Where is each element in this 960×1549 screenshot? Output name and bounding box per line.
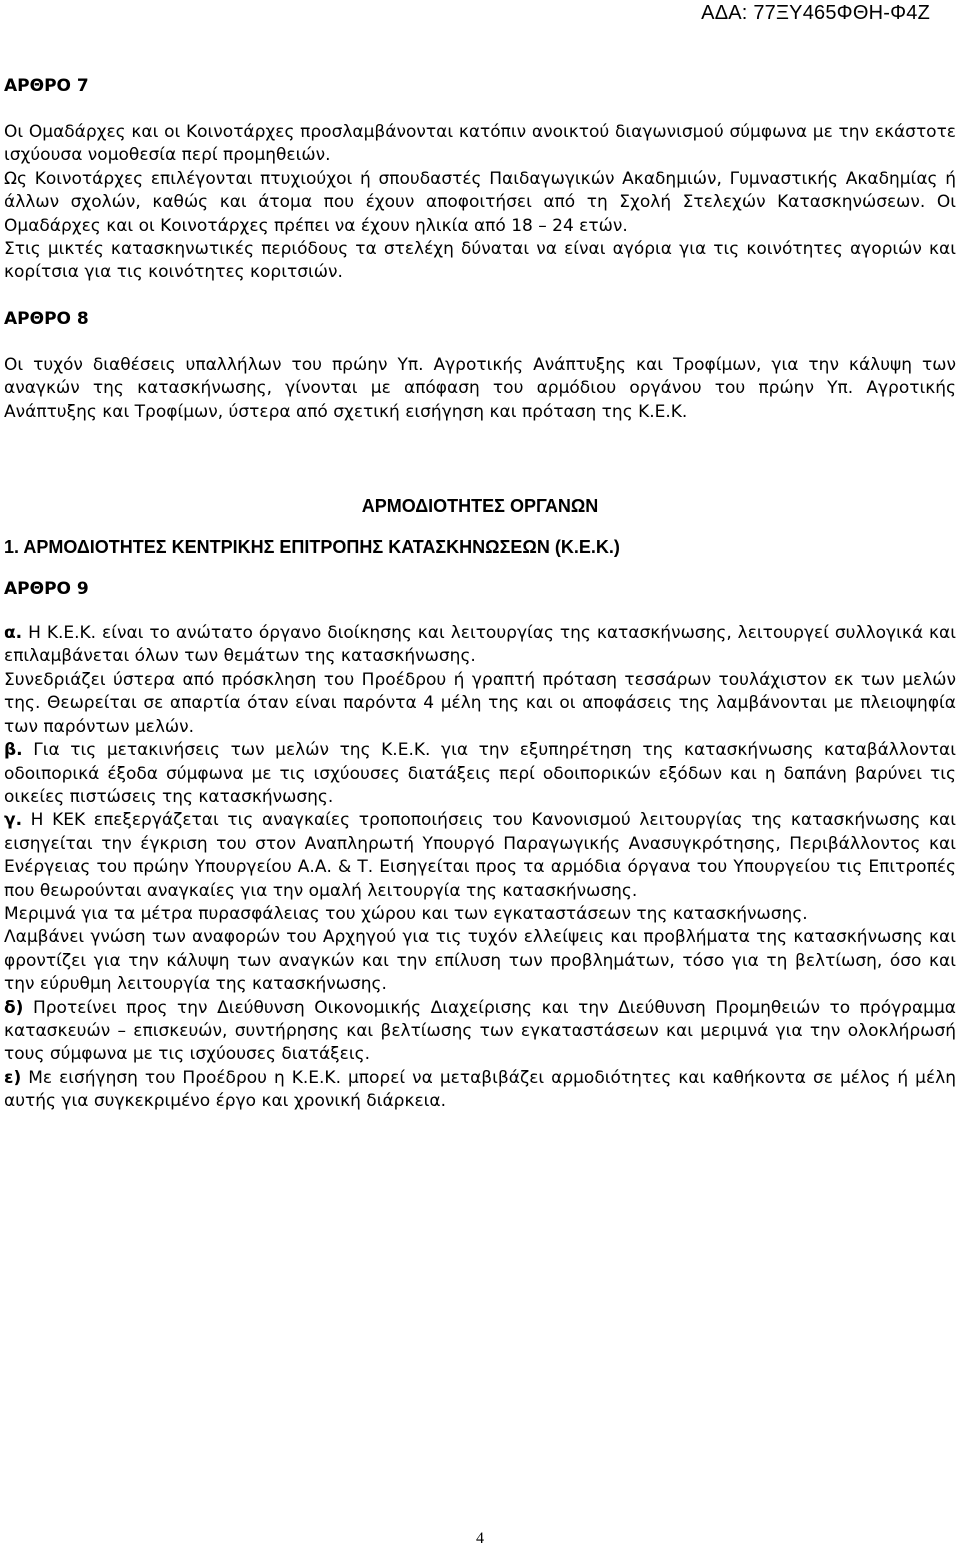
section-subtitle: 1. ΑΡΜΟΔΙΟΤΗΤΕΣ ΚΕΝΤΡΙΚΗΣ ΕΠΙΤΡΟΠΗΣ ΚΑΤΑΣΚΗΝΩΣΕΩΝ (Κ.Ε.Κ.) [4, 537, 620, 558]
article-9-item-a-continued: Συνεδριάζει ύστερα από πρόσκληση του Προέδρου ή γραπτή πρόταση τεσσάρων τουλάχιστον εκ των μελών της. Θεωρείται σε απαρτία όταν είναι παρόντα 4 μέλη της και οι αποφάσεις της λαμβάνονται με πλειοψηφία των παρόντων μελών. [4, 669, 956, 737]
article-8-title: ΑΡΘΡΟ 8 [4, 308, 89, 329]
article-7-paragraph-3: Στις μικτές κατασκηνωτικές περιόδους τα στελέχη δύναται να είναι αγόρια για τις κοινότητες αγοριών και κορίτσια για τις κοινότητες κοριτσιών. [4, 239, 956, 283]
article-9-item-c-fire-safety: Μεριμνά για τα μέτρα πυρασφάλειας του χώρου και των εγκαταστάσεων της κατασκήνωσης. [4, 903, 808, 924]
article-7-title: ΑΡΘΡΟ 7 [4, 76, 89, 96]
article-9-title: ΑΡΘΡΟ 9 [4, 579, 89, 600]
article-9-item-c-reports: Λαμβάνει γνώση των αναφορών του Αρχηγού για τις τυχόν ελλείψεις και προβλήματα της κατασκήνωσης και φροντίζει για την κάλυψη των αναγκών και την επίλυση των προβλημάτων, τόσο για τη βελτίωση, όσο και την εύρυθμη λειτουργία της κατασκήνωσης. [4, 927, 956, 995]
ada-code: ΑΔΑ: 77ΞΥ465ΦΘΗ-Φ4Ζ [701, 2, 930, 24]
page-number: 4 [476, 1530, 484, 1547]
article-9-item-a [4, 622, 956, 669]
document-body [4, 75, 956, 1114]
item-a-label: α. [4, 623, 23, 644]
item-e-text: Με εισήγηση του Προέδρου η Κ.Ε.Κ. μπορεί να μεταβιβάζει αρμοδιότητες και καθήκοντα σε μέλος ή μέλη αυτής για συγκεκριμένο έργο και χρονική διάρκεια. [4, 1067, 956, 1112]
item-d-label: δ) [4, 997, 24, 1018]
item-c-label: γ. [4, 810, 23, 831]
item-b-label: β. [4, 740, 23, 761]
item-e-label: ε) [4, 1067, 22, 1088]
article-9-item-d [4, 997, 956, 1067]
item-c-text: Η ΚΕΚ επεξεργάζεται τις αναγκαίες τροποποιήσεις του Κανονισμού λειτουργίας της κατασκήνωσης και εισηγείται την έγκριση του στον Αναπληρωτή Υπουργό Παραγωγικής Ανασυγκρότησης, Περιβάλλοντος και Ενέργειας του πρώην Υπουργείου Α.Α. & Τ. Εισηγείται προς τα αρμόδια όργανα του Υπουργείου τις Επιτροπές που θεωρούνται αναγκαίες για την ομαλή λειτουργία της κατασκήνωσης. [4, 810, 956, 901]
article-9-item-e [4, 1067, 956, 1114]
item-d-text: Προτείνει προς την Διεύθυνση Οικονομικής Διαχείρισης και την Διεύθυνση Προμηθειών το πρόγραμμα κατασκευών – επισκευών, συντήρησης και βελτίωσης των εγκαταστάσεων και μεριμνά για την ολοκλήρωσή τους σύμφωνα με τις ισχύουσες διατάξεις. [4, 997, 956, 1065]
article-9-item-c [4, 809, 956, 903]
item-a-text: Η Κ.Ε.Κ. είναι το ανώτατο όργανο διοίκησης και λειτουργίας της κατασκήνωσης, λειτουργεί συλλογικά και επιλαμβάνεται όλων των θεμάτων της κατασκήνωσης. [4, 623, 956, 667]
article-8-paragraph-1: Οι τυχόν διαθέσεις υπαλλήλων του πρώην Υπ. Αγροτικής Ανάπτυξης και Τροφίμων, για την κάλυψη των αναγκών της κατασκήνωσης, γίνονται με απόφαση του αρμόδιου οργάνου του πρώην Υπ. Αγροτικής Ανάπτυξης και Τροφίμων, ύστερα από σχετική εισήγηση και πρόταση της Κ.Ε.Κ. [4, 354, 956, 422]
section-title: ΑΡΜΟΔΙΟΤΗΤΕΣ ΟΡΓΑΝΩΝ [361, 496, 599, 517]
article-7-paragraph-2: Ως Κοινοτάρχες επιλέγονται πτυχιούχοι ή σπουδαστές Παιδαγωγικών Ακαδημιών, Γυμναστικής Ακαδημίας ή άλλων σχολών, καθώς και άτομα που έχουν αποφοιτήσει από τη Σχολή Στελεχών Κατασκηνώσεων. Οι Ομαδάρχες και οι Κοινοτάρχες πρέπει να έχουν ηλικία από 18 – 24 ετών. [4, 168, 956, 236]
item-b-text: Για τις μετακινήσεις των μελών της Κ.Ε.Κ. για την εξυπηρέτηση της κατασκήνωσης καταβάλλονται οδοιπορικά έξοδα σύμφωνα με τις ισχύουσες διατάξεις περί οδοιπορικών εξόδων και η δαπάνη βαρύνει τις οικείες πιστώσεις της κατασκήνωσης. [4, 740, 956, 807]
article-9-item-b [4, 739, 956, 809]
article-7-paragraph-1: Οι Ομαδάρχες και οι Κοινοτάρχες προσλαμβάνονται κατόπιν ανοικτού διαγωνισμού σύμφωνα με την εκάστοτε ισχύουσα νομοθεσία περί προμηθειών. [4, 122, 956, 166]
